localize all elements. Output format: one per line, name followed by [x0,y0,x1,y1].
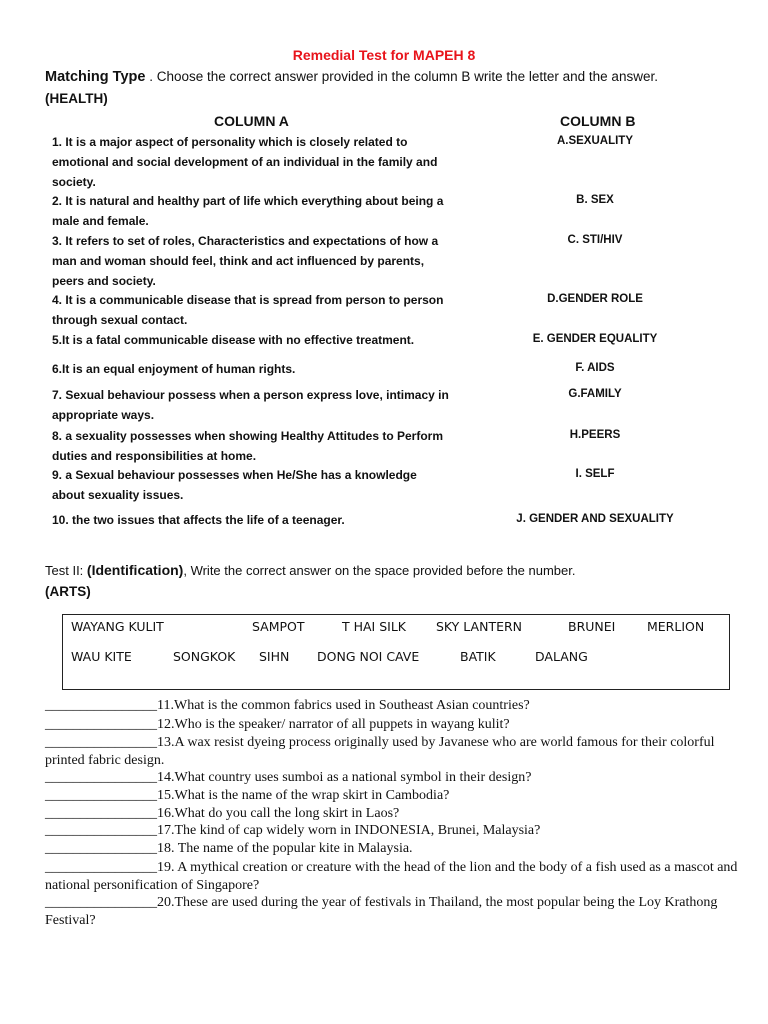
answer-h: H.PEERS [569,429,621,441]
word-bank-item: SKY LANTERN [436,619,523,634]
answer-a: A.SEXUALITY [556,135,634,147]
identification-item-14: ________________14.What country uses sumboi as a national symbol in their design? [45,770,532,785]
word-bank-item: DONG NOI CAVE [317,649,420,664]
question-2: 2. It is natural and healthy part of life which everything about being a male and female. [52,194,444,228]
instructions-text: . Choose the correct answer provided in the column B write the letter and the answer. [145,69,658,84]
word-bank-item: SIHN [259,649,290,664]
identification-item-11: ________________11.What is the common fabrics used in Southeast Asian countries? [45,698,530,713]
question-9: 9. a Sexual behaviour possesses when He/She has a knowledge about sexuality issues. [52,468,417,502]
word-bank-item: SONGKOK [173,649,236,664]
question-4: 4. It is a communicable disease that is spread from person to person through sexual contact. [52,293,444,327]
section-heading-arts: (ARTS) [45,584,91,599]
question-6: 6.It is an equal enjoyment of human rights. [52,362,296,376]
identification-item-15: ________________15.What is the name of the wrap skirt in Cambodia? [45,788,450,803]
identification-item-17: ________________17.The kind of cap widely worn in INDONESIA, Brunei, Malaysia? [45,823,541,838]
identification-item-18: ________________18. The name of the popular kite in Malaysia. [45,841,413,856]
answer-f: F. AIDS [575,362,615,374]
test2-prefix: Test II: [45,563,87,578]
question-7: 7. Sexual behaviour possess when a person express love, intimacy in appropriate ways. [52,388,449,422]
word-bank-item: BRUNEI [568,619,616,634]
question-5: 5.It is a fatal communicable disease with no effective treatment. [52,333,415,347]
test2-label: (Identification) [86,562,184,578]
section-heading-health: (HEALTH) [45,91,108,106]
word-bank-item: SAMPOT [252,619,305,634]
test2-text: , Write the correct answer on the space provided before the number. [183,563,576,578]
identification-item-16: ________________16.What do you call the long skirt in Laos? [45,806,400,821]
identification-item-20: ________________20.These are used during the year of festivals in Thailand, the most popular being the Loy Krathong Festival? [45,895,718,928]
instructions-label: Matching Type [45,69,146,85]
instructions [45,69,658,85]
identification-item-19: ________________19. A mythical creation or creature with the head of the lion and the body of a fish used as a mascot and national personification of Singapore? [45,860,738,893]
column-b-header: COLUMN B [560,113,636,129]
word-bank-item: BATIK [460,649,496,664]
test2-instructions [45,562,575,578]
word-bank-item: WAYANG KULIT [71,619,164,634]
word-bank-item: MERLION [647,619,705,634]
question-1: 1. It is a major aspect of personality which is closely related to emotional and social development of an individual in the family and society. [52,135,438,189]
word-bank-item: DALANG [535,649,588,664]
answer-i: I. SELF [575,468,615,480]
answer-b: B. SEX [576,194,614,206]
identification-item-13: ________________13.A wax resist dyeing process originally used by Javanese who are world famous for their colorful printed fabric design. [45,735,715,768]
word-bank [62,614,730,690]
page-title: Remedial Test for MAPEH 8 [292,47,476,63]
question-8: 8. a sexuality possesses when showing Healthy Attitudes to Perform duties and responsibilities at home. [52,429,443,463]
answer-j: J. GENDER AND SEXUALITY [516,513,674,525]
question-3: 3. It refers to set of roles, Characteristics and expectations of how a man and woman should feel, think and act influenced by parents, peers and society. [52,234,439,288]
word-bank-item: WAU KITE [71,649,132,664]
answer-d: D.GENDER ROLE [547,293,643,305]
answer-c: C. STI/HIV [567,234,623,246]
answer-g: G.FAMILY [568,388,622,400]
column-a-header: COLUMN A [214,113,289,129]
question-10: 10. the two issues that affects the life of a teenager. [52,513,345,527]
word-bank-item: T HAI SILK [342,619,407,634]
identification-item-12: ________________12.Who is the speaker/ narrator of all puppets in wayang kulit? [45,717,510,732]
answer-e: E. GENDER EQUALITY [532,333,658,345]
